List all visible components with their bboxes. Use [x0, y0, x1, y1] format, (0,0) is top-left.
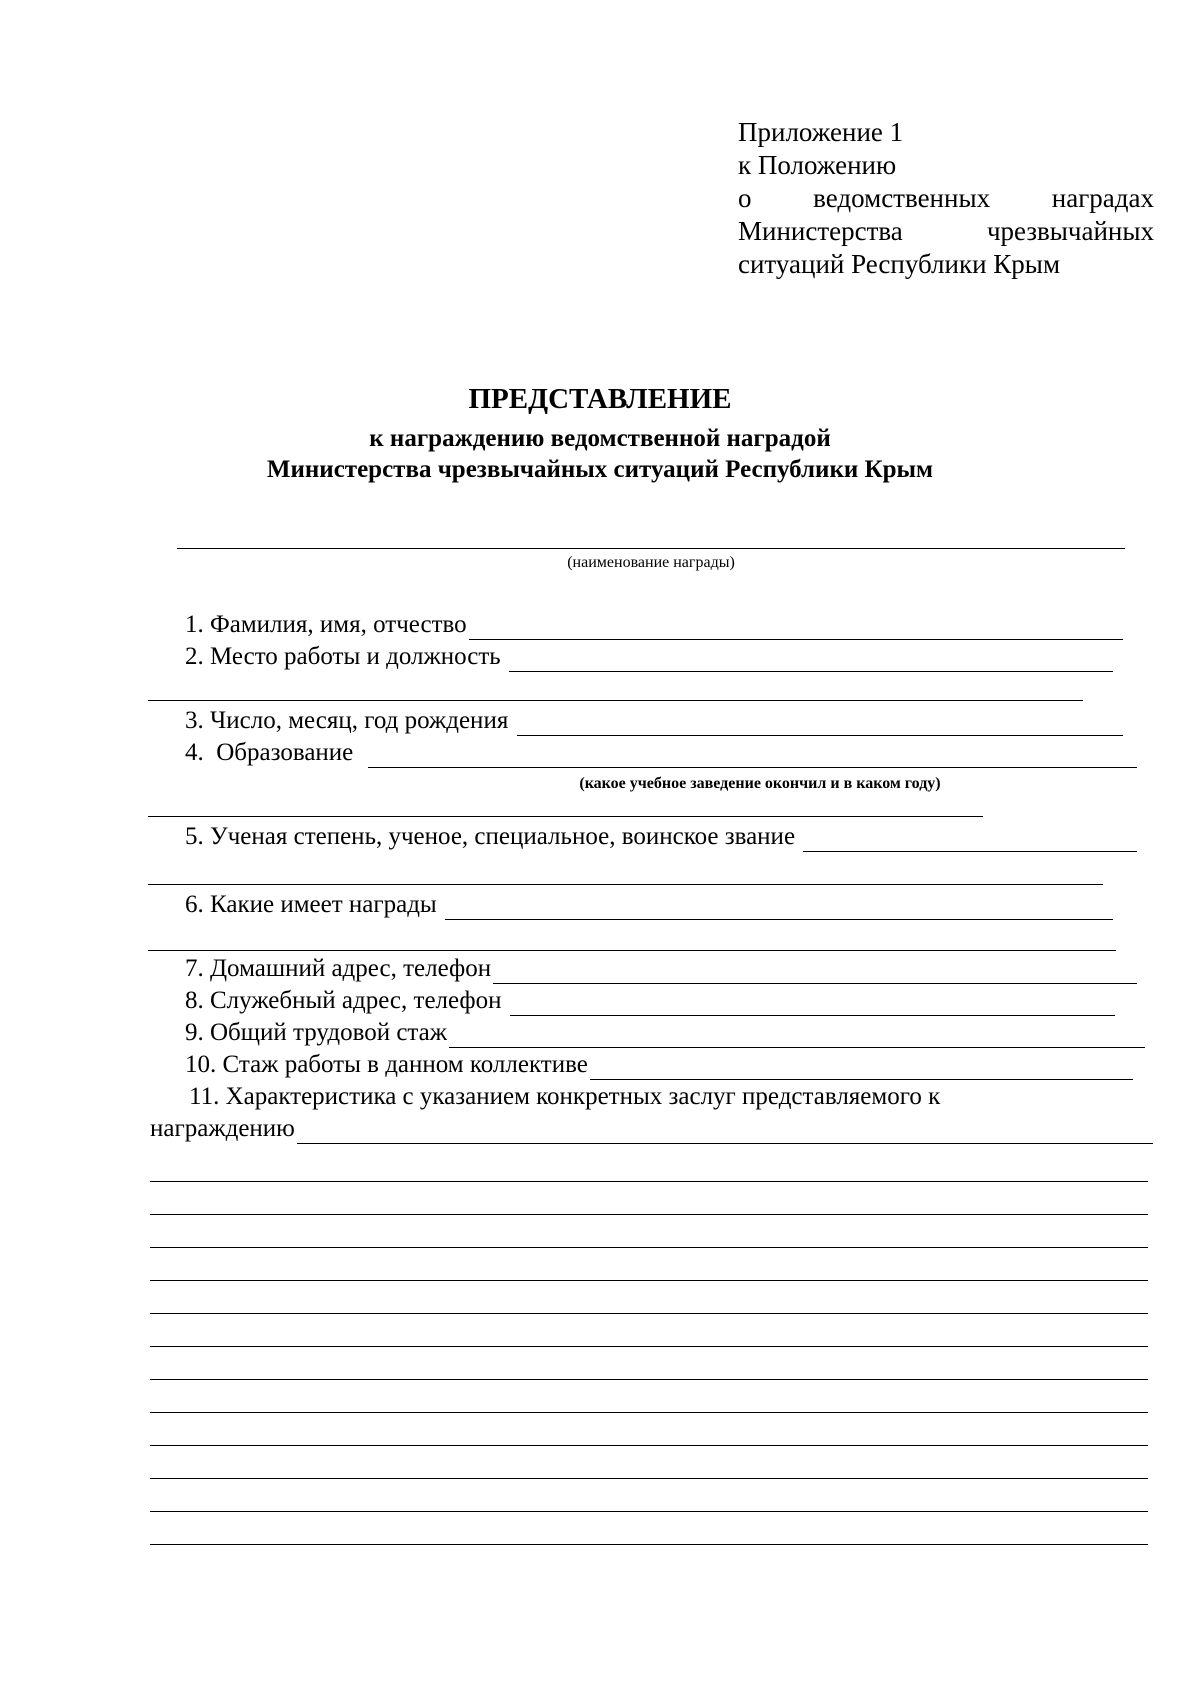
- field-birth-date: [185, 706, 1123, 736]
- document-subtitle-2: Министерства чрезвычайных ситуаций Республики Крым: [266, 456, 934, 483]
- academic-degree-input-line[interactable]: [803, 827, 1137, 852]
- characteristic-blank-line[interactable]: [150, 1247, 1148, 1248]
- characteristic-blank-line[interactable]: [150, 1544, 1148, 1545]
- field-label: Стаж работы в данном коллективе: [222, 1051, 588, 1078]
- education-continuation-line[interactable]: [148, 816, 983, 817]
- field-characteristic: [189, 1082, 1089, 1112]
- field-number: 5.: [185, 823, 204, 850]
- awards-input-line[interactable]: [445, 895, 1113, 920]
- field-awards: [185, 890, 1113, 920]
- characteristic-input-line[interactable]: [297, 1119, 1153, 1144]
- appendix-word: наградах: [1051, 183, 1154, 213]
- characteristic-blank-line[interactable]: [150, 1313, 1148, 1314]
- field-label: Число, месяц, год рождения: [210, 707, 509, 734]
- characteristic-blank-line[interactable]: [150, 1214, 1148, 1215]
- document-subtitle-1: к награждению ведомственной наградой: [369, 425, 831, 452]
- appendix-word: чрезвычайных: [986, 216, 1154, 246]
- birth-date-input-line[interactable]: [517, 711, 1123, 736]
- appendix-line-5: ситуаций Республики Крым: [738, 249, 1061, 279]
- appendix-line-2: к Положению: [738, 150, 897, 180]
- field-full-name: [185, 610, 1123, 640]
- field-label: Образование: [216, 739, 354, 766]
- document-title: ПРЕДСТАВЛЕНИЕ: [468, 383, 732, 415]
- field-total-experience: [185, 1018, 1145, 1048]
- appendix-word: Министерства: [738, 216, 903, 246]
- full-name-input-line[interactable]: [469, 615, 1123, 640]
- field-label: Домашний адрес, телефон: [210, 955, 492, 982]
- characteristic-blank-line[interactable]: [150, 1346, 1148, 1347]
- field-label: Фамилия, имя, отчество: [210, 611, 467, 638]
- field-academic-degree: [185, 822, 1137, 852]
- education-caption: (какое учебное заведение окончил и в каком году): [579, 775, 941, 792]
- field-number: 7.: [185, 955, 204, 982]
- field-number: 9.: [185, 1019, 204, 1046]
- field-label: Место работы и должность: [210, 643, 501, 670]
- field-number: 4.: [185, 739, 204, 766]
- field-workplace: [185, 642, 1113, 672]
- field-label: Общий трудовой стаж: [210, 1019, 448, 1046]
- field-label: Служебный адрес, телефон: [210, 987, 502, 1014]
- characteristic-blank-line[interactable]: [150, 1445, 1148, 1446]
- field-number: 1.: [185, 611, 204, 638]
- field-work-address: [185, 986, 1115, 1016]
- appendix-line-4: [738, 215, 1154, 248]
- characteristic-blank-line[interactable]: [150, 1478, 1148, 1479]
- appendix-line-1: Приложение 1: [738, 117, 904, 147]
- field-number: 2.: [185, 643, 204, 670]
- workplace-continuation-line[interactable]: [148, 700, 1083, 701]
- characteristic-blank-line[interactable]: [150, 1379, 1148, 1380]
- field-number: 3.: [185, 707, 204, 734]
- characteristic-blank-line[interactable]: [150, 1511, 1148, 1512]
- characteristic-blank-line[interactable]: [150, 1280, 1148, 1281]
- total-experience-input-line[interactable]: [449, 1023, 1145, 1048]
- award-name-caption: (наименование награды): [567, 554, 735, 571]
- appendix-word: ведомственных: [813, 183, 991, 213]
- field-home-address: [185, 954, 1137, 984]
- characteristic-blank-line[interactable]: [150, 1181, 1148, 1182]
- education-input-line[interactable]: [368, 743, 1137, 768]
- award-name-line[interactable]: [177, 548, 1125, 549]
- work-address-input-line[interactable]: [510, 991, 1115, 1016]
- field-label: Характеристика с указанием конкретных заслуг представляемого к: [225, 1083, 941, 1110]
- appendix-header: [738, 116, 1154, 281]
- team-experience-input-line[interactable]: [590, 1055, 1133, 1080]
- field-education: [185, 738, 1137, 768]
- field-characteristic-continued: [150, 1114, 1153, 1144]
- characteristic-blank-line[interactable]: [150, 1412, 1148, 1413]
- field-label: Ученая степень, ученое, специальное, воинское звание: [210, 823, 796, 850]
- workplace-input-line[interactable]: [509, 647, 1113, 672]
- home-address-input-line[interactable]: [493, 959, 1137, 984]
- field-label: Какие имеет награды: [210, 891, 437, 918]
- awards-continuation-line[interactable]: [148, 950, 1116, 951]
- appendix-word: о: [738, 183, 752, 213]
- field-number: 8.: [185, 987, 204, 1014]
- field-number: 11.: [189, 1083, 220, 1110]
- field-number: 10.: [185, 1051, 217, 1078]
- academic-degree-continuation-line[interactable]: [148, 884, 1103, 885]
- field-team-experience: [185, 1050, 1133, 1080]
- field-number: 6.: [185, 891, 204, 918]
- field-label: награждению: [150, 1115, 295, 1142]
- appendix-line-3: [738, 182, 1154, 215]
